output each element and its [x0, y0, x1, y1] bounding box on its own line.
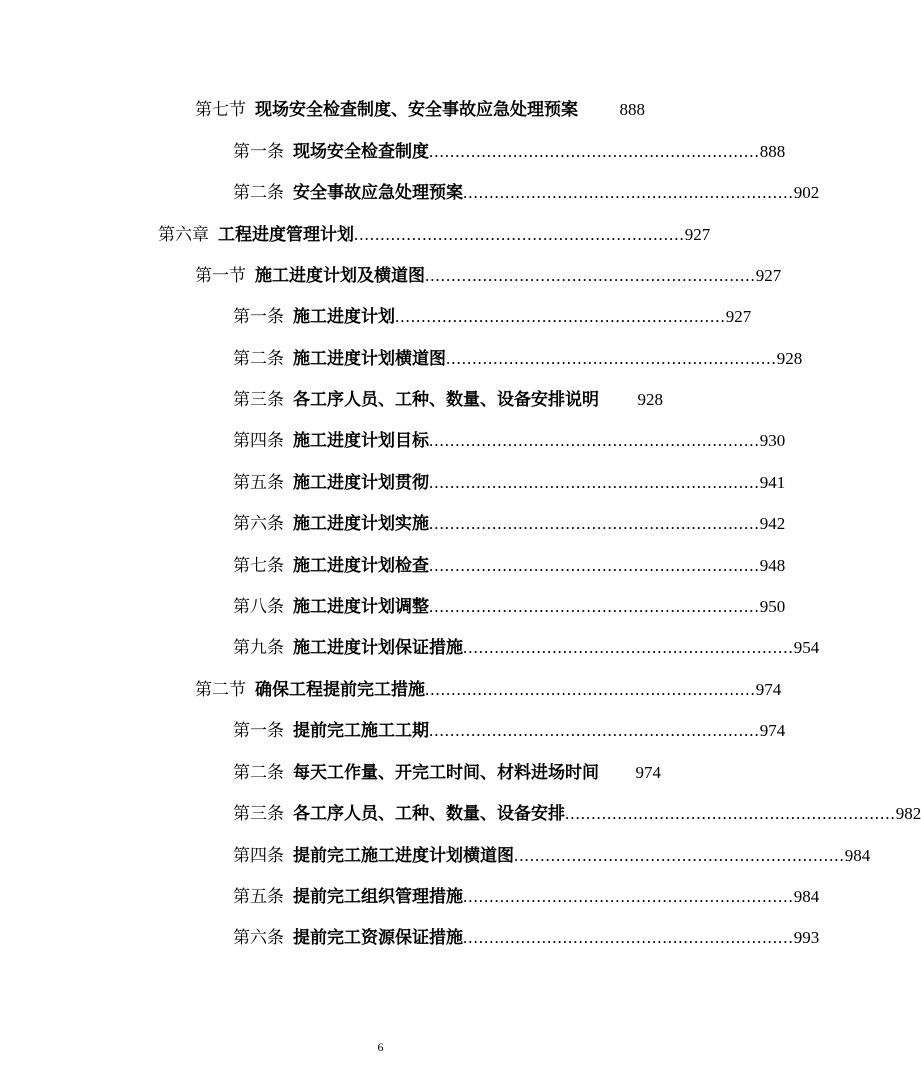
toc-entry-leader: ............................................................... [463, 928, 794, 947]
toc-entry-article[interactable] [233, 552, 786, 580]
toc-entry-title: 提前完工组织管理措施 [293, 887, 463, 907]
toc-entry-section[interactable] [195, 676, 782, 704]
toc-entry-article[interactable] [233, 469, 786, 497]
toc-entry-title: 施工进度计划实施 [293, 514, 429, 534]
toc-entry-article[interactable] [233, 717, 786, 745]
toc-entry-title: 施工进度计划 [293, 307, 395, 327]
toc-entry-number: 第八条 [233, 597, 284, 617]
toc-entry-title: 安全事故应急处理预案 [293, 183, 463, 203]
toc-entry-title: 提前完工资源保证措施 [293, 928, 463, 948]
toc-entry-article[interactable] [233, 179, 820, 207]
toc-entry-leader: ............................................................... [425, 266, 756, 285]
toc-entry-number: 第二条 [233, 763, 284, 783]
toc-entry-page: 974 [635, 763, 661, 782]
page-number: 6 [377, 1040, 384, 1054]
toc-entry-title: 施工进度计划检查 [293, 556, 429, 576]
toc-entry-number: 第九条 [233, 638, 284, 658]
toc-entry-title: 各工序人员、工种、数量、设备安排 [293, 804, 565, 824]
toc-entry-leader: ............................................................... [429, 473, 760, 492]
toc-entry-page: 942 [759, 514, 786, 533]
toc-entry-article[interactable] [233, 924, 820, 952]
toc-entry-leader: ............................................................... [429, 597, 760, 616]
toc-entry-leader: ............................................................... [429, 142, 760, 161]
toc-entry-leader: ............................................................... [425, 680, 756, 699]
toc-entry-title: 施工进度计划及横道图 [255, 266, 425, 286]
toc-entry-title: 确保工程提前完工措施 [255, 680, 425, 700]
toc-entry-article[interactable] [233, 759, 661, 787]
toc-entry-leader: ............................................................... [354, 225, 685, 244]
toc-entry-leader: ............................................................... [463, 887, 794, 906]
toc-entry-page: 927 [725, 307, 752, 326]
toc-entry-title: 提前完工施工进度计划横道图 [293, 846, 514, 866]
toc-entry-page: 927 [755, 266, 782, 285]
toc-entry-page: 954 [793, 638, 820, 657]
toc-entry-number: 第五条 [233, 887, 284, 907]
toc-entry-title: 各工序人员、工种、数量、设备安排说明 [293, 390, 599, 410]
toc-entry-title: 施工进度计划调整 [293, 597, 429, 617]
toc-entry-page: 974 [759, 721, 786, 740]
toc-entry-article[interactable] [233, 427, 786, 455]
toc-entry-article[interactable] [233, 303, 752, 331]
toc-entry-title: 提前完工施工工期 [293, 721, 429, 741]
toc-entry-page: 984 [793, 887, 820, 906]
toc-entry-title: 施工进度计划目标 [293, 431, 429, 451]
toc-entry-number: 第一条 [233, 307, 284, 327]
toc-entry-number: 第五条 [233, 473, 284, 493]
toc-entry-page: 950 [759, 597, 786, 616]
toc-entry-number: 第一节 [195, 266, 246, 286]
toc-entry-number: 第一条 [233, 721, 284, 741]
toc-entry-leader: ............................................................... [429, 514, 760, 533]
toc-entry-page: 927 [684, 225, 711, 244]
toc-entry-page: 928 [776, 349, 803, 368]
toc-entry-section-7[interactable] [195, 96, 645, 124]
toc-entry-article[interactable] [233, 345, 803, 373]
toc-entry-article[interactable] [233, 593, 786, 621]
toc-entry-number: 第四条 [233, 846, 284, 866]
toc-entry-page: 993 [793, 928, 820, 947]
toc-entry-section[interactable] [195, 262, 782, 290]
toc-entry-title: 施工进度计划贯彻 [293, 473, 429, 493]
toc-entry-leader: ............................................................... [514, 846, 845, 865]
toc-entry-page: 888 [759, 142, 786, 161]
toc-entry-title: 施工进度计划保证措施 [293, 638, 463, 658]
toc-entry-leader: ............................................................... [463, 183, 794, 202]
toc-entry-number: 第二条 [233, 183, 284, 203]
toc-entry-title: 现场安全检查制度 [293, 142, 429, 162]
toc-entry-article[interactable] [233, 386, 663, 414]
toc-entry-number: 第二条 [233, 349, 284, 369]
toc-entry-number: 第六条 [233, 514, 284, 534]
toc-entry-article[interactable] [233, 634, 820, 662]
toc-entry-page: 930 [759, 431, 786, 450]
toc-entry-chapter-6[interactable] [158, 221, 711, 249]
toc-entry-page: 941 [759, 473, 786, 492]
toc-entry-page: 982 [895, 804, 921, 823]
toc-entry-title: 工程进度管理计划 [218, 225, 354, 245]
toc-entry-number: 第一条 [233, 142, 284, 162]
toc-entry-article[interactable] [233, 510, 786, 538]
toc-entry-article[interactable] [233, 883, 820, 911]
toc-entry-article[interactable] [233, 800, 921, 828]
toc-entry-article[interactable] [233, 138, 786, 166]
toc-entry-number: 第三条 [233, 804, 284, 824]
toc-entry-article[interactable] [233, 842, 871, 870]
toc-entry-page: 984 [844, 846, 871, 865]
toc-entry-number: 第四条 [233, 431, 284, 451]
toc-entry-number: 第六章 [158, 225, 209, 245]
toc-entry-leader: ............................................................... [429, 431, 760, 450]
toc-entry-page: 928 [637, 390, 663, 409]
toc-entry-number: 第六条 [233, 928, 284, 948]
toc-entry-title: 每天工作量、开完工时间、材料进场时间 [293, 763, 599, 783]
toc-entry-number: 第三条 [233, 390, 284, 410]
toc-entry-leader: ............................................................... [395, 307, 726, 326]
toc-entry-leader: ............................................................... [446, 349, 777, 368]
toc-entry-leader: ............................................................... [429, 556, 760, 575]
toc-entry-number: 第二节 [195, 680, 246, 700]
toc-entry-title: 现场安全检查制度、安全事故应急处理预案 [255, 100, 578, 120]
toc-entry-number: 第七条 [233, 556, 284, 576]
toc-entry-page: 888 [619, 100, 645, 119]
toc-entry-page: 948 [759, 556, 786, 575]
toc-entry-number: 第七节 [195, 100, 246, 120]
toc-entry-page: 902 [793, 183, 820, 202]
toc-entry-title: 施工进度计划横道图 [293, 349, 446, 369]
toc-entry-leader: ............................................................... [429, 721, 760, 740]
toc-entry-leader: ............................................................... [565, 804, 896, 823]
toc-entry-page: 974 [755, 680, 782, 699]
toc-entry-leader: ............................................................... [463, 638, 794, 657]
